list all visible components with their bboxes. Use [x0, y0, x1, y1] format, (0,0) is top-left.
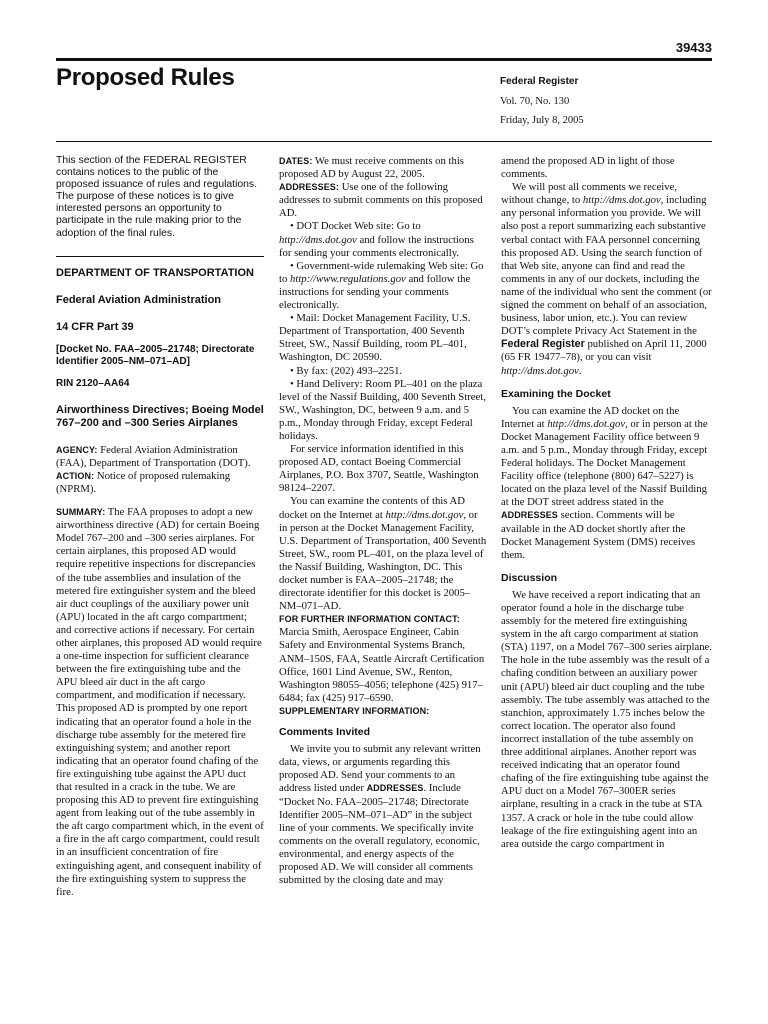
discussion-text: We have received a report indicating that an operator found a hole in the discharge tube assembly for the metered fire extinguishing system in the aft cargo compartment at station (STA) 1197, on a Model 767–300 series airplane. The hole in the tube assembly was the result of a chafing condition between an auxiliary power unit (APU) bleed air duct coupling and the tube assembly. The tube assembly was attached to the stanchion, approximately 1.75 inches below the correct location. The operator also found incorrect installation of the tube assembly on three additional airplanes. Another report was received indicating that an operator found chafing of the fire extinguishing tube against the APU duct on a Model 767–300ER series airplane, resulting in a crack in the tube at STA 1357. A crack or hole in the tube could allow leakage of the fire extinguishing agent into an area outside the cargo compartment in: [501, 588, 712, 850]
dot-docket-link[interactable]: http://dms.dot.gov: [279, 233, 357, 246]
bullet-fax: • By fax: (202) 493–2251.: [290, 364, 403, 377]
top-rule: [56, 58, 712, 61]
publication-name: Federal Register: [500, 76, 579, 87]
dates-paragraph: [279, 155, 487, 181]
addresses-text: Use one of the following addresses to submit comments on this proposed AD.: [279, 181, 483, 220]
rin-number: RIN 2120–AA64: [56, 377, 130, 389]
federal-register-ref: Federal Register: [501, 338, 585, 351]
discussion-heading: Discussion: [501, 571, 558, 584]
rule-title: Airworthiness Directives; Boeing Model 767–200 and –300 Series Airplanes: [56, 403, 264, 429]
docket-number: [Docket No. FAA–2005–21748; Directorate Identifier 2005–NM–071–AD]: [56, 343, 255, 367]
issue-date: Friday, July 8, 2005: [500, 115, 584, 126]
post-comments-paragraph: We will post all comments we receive, without change, to http://dms.dot.gov, including any personal information you provide. We will also post a report summarizing each substantive verbal contact with FAA personnel concerning this proposed AD. Using the search function of that Web site, anyone can find and read the comments in any of our dockets, including the name of the individual who sent the comment (or signed the comment on behalf of an association, business, labor union, etc.). You can review DOT’s complete Privacy Act Statement in the Federal Register published on April 11, 2000 (65 FR 19477–78), or you can visit http://dms.dot.gov.: [501, 181, 712, 377]
cfr-part: 14 CFR Part 39: [56, 320, 134, 333]
summary-label: SUMMARY:: [56, 507, 106, 518]
bullet-dot-web: • DOT Docket Web site: Go to http://dms.dot.gov and follow the instructions for sending your comments electronically.: [279, 220, 474, 259]
dates-text: We must receive comments on this proposed AD by August 22, 2005.: [279, 155, 464, 181]
agency-text: Federal Aviation Administration (FAA), Department of Transportation (DOT).: [56, 443, 251, 469]
comments-invited-text: We invite you to submit any relevant written data, views, or arguments regarding this proposed AD. Send your comments to an address listed under ADDRESSES. Include “Docket No. FAA–2005–21748; Directorate Identifier 2005–NM–071–AD” in the subject line of your comments. We specifically invite comments on the overall regulatory, economic, environmental, and energy aspects of the proposed AD. We will consider all comments submitted by the closing date and may: [279, 743, 481, 887]
further-info-text: Marcia Smith, Aerospace Engineer, Cabin Safety and Environmental Systems Branch, ANM–150S, FAA, Seattle Aircraft Certification Office, 1601 Lind Avenue, SW., Renton, Washington 98055–4056; telephone (425) 917–6484; fax (425) 917–6590.: [279, 626, 485, 704]
page-number: 39433: [675, 40, 712, 55]
column-3: [501, 155, 712, 851]
header-divider: [56, 141, 712, 142]
department-heading: DEPARTMENT OF TRANSPORTATION: [56, 266, 254, 279]
action-text: Notice of proposed rulemaking (NPRM).: [56, 469, 231, 495]
privacy-act-link[interactable]: http://dms.dot.gov: [501, 364, 579, 377]
dates-label: DATES:: [279, 156, 313, 166]
bullet-regulations-web: • Government-wide rulemaking Web site: Go to http://www.regulations.gov and follow the instructions for sending your comments electronically.: [279, 259, 484, 312]
addresses-ref-2: ADDRESSES: [501, 510, 558, 521]
agency-label: AGENCY:: [56, 444, 98, 455]
summary-text: The FAA proposes to adopt a new airworthiness directive (AD) for certain Boeing Model 767–200 and –300 series airplanes. For certain airplanes, this proposed AD would require repetitive inspections for discrepancies of the tube assemblies and insulation of the metered fire extinguisher system and the bleed air duct couplings of the auxiliary power unit (APU) located in the aft cargo compartment; and corrective actions if necessary. For certain other airplanes, this proposed AD would require a one-time inspection for sufficient clearance between the fire extinguishing tube and the APU bleed air duct in the aft cargo compartment, and modification if necessary. This proposed AD is prompted by one report indicating that an operator found a hole in the discharge tube assembly for the metered fire extinguishing system; and another report indicating that an operator found chafing of the fire extinguishing tube against the APU duct that resulted in a crack in the tube. We are proposing this AD to prevent fire extinguishing agent from leaking out of the tube assembly in the aft cargo compartment which, in the event of a fire in the aft cargo compartment, could result in an insufficient concentration of fire extinguishing agent, and consequent inability of the fire extinguishing system to suppress the fire.: [56, 506, 264, 898]
supplementary-label: SUPPLEMENTARY INFORMATION:: [279, 705, 430, 716]
comments-invited-heading: Comments Invited: [279, 726, 371, 739]
service-info-paragraph: For service information identified in this proposed AD, contact Boeing Commercial Airplanes, P.O. Box 3707, Seattle, Washington 98124–2207.: [279, 443, 479, 495]
summary-paragraph: [56, 506, 264, 899]
action-paragraph: [56, 470, 264, 496]
bullet-hand-delivery: • Hand Delivery: Room PL–401 on the plaza level of the Nassif Building, 400 Seventh Street, SW., Washington, DC, between 9 a.m. and 5 p.m., Monday through Friday, except Federal holidays.: [279, 377, 486, 442]
column-1: [56, 155, 264, 899]
post-comments-link[interactable]: http://dms.dot.gov: [582, 194, 661, 207]
agency-heading: Federal Aviation Administration: [56, 293, 222, 306]
masthead-meta: [500, 72, 712, 131]
examine-contents-paragraph: You can examine the contents of this AD docket on the Internet at http://dms.dot.gov, or in person at the Docket Management Facility, U.S. Department of Transportation, 400 Seventh Street, SW., room PL–401, on the plaza level of the Nassif Building, Washington, DC. This docket number is FAA–2005–21748; the directorate identifier for this docket is 2005–NM–071–AD.: [279, 495, 487, 613]
examine-docket-link[interactable]: http://dms.dot.gov: [385, 508, 464, 521]
further-info-label: FOR FURTHER INFORMATION CONTACT:: [279, 614, 460, 625]
examining-docket-link[interactable]: http://dms.dot.gov: [547, 417, 626, 430]
bullet-mail: • Mail: Docket Management Facility, U.S. Department of Transportation, 400 Seventh Street, SW., Nassif Building, room PL–401, Washington, DC 20590.: [279, 312, 471, 364]
action-label: ACTION:: [56, 470, 95, 481]
supplementary-paragraph: [279, 705, 487, 718]
examining-docket-heading: Examining the Docket: [501, 387, 611, 400]
examining-docket-text: You can examine the AD docket on the Internet at http://dms.dot.gov, or in person at the Docket Management Facility office between 9 a.m. and 5 p.m., Monday through Friday, except Federal holidays. The Docket Management Facility office (telephone (800) 647–5227) is located on the plaza level of the Nassif Building at the DOT street address stated in the ADDRESSES section. Comments will be available in the AD docket shortly after the Docket Management System (DMS) receives them.: [501, 404, 708, 561]
regulations-gov-link[interactable]: http://www.regulations.gov: [290, 272, 406, 285]
addresses-ref: ADDRESSES: [366, 783, 424, 794]
column-2: [279, 155, 487, 887]
addresses-label: ADDRESSES:: [279, 182, 340, 193]
comments-continuation: amend the proposed AD in light of those comments.: [501, 155, 675, 181]
intro-notice: This section of the FEDERAL REGISTER contains notices to the public of the proposed issuance of rules and regulations. The purpose of these notices is to give interested persons an opportunity to participate in the rule making prior to the adoption of the final rules.: [56, 155, 258, 239]
volume-number: Vol. 70, No. 130: [500, 95, 570, 107]
agency-paragraph: [56, 444, 264, 470]
column-divider: [56, 256, 264, 257]
addresses-paragraph: [279, 181, 487, 220]
further-info-paragraph: [279, 613, 487, 705]
section-title: Proposed Rules: [56, 64, 235, 91]
